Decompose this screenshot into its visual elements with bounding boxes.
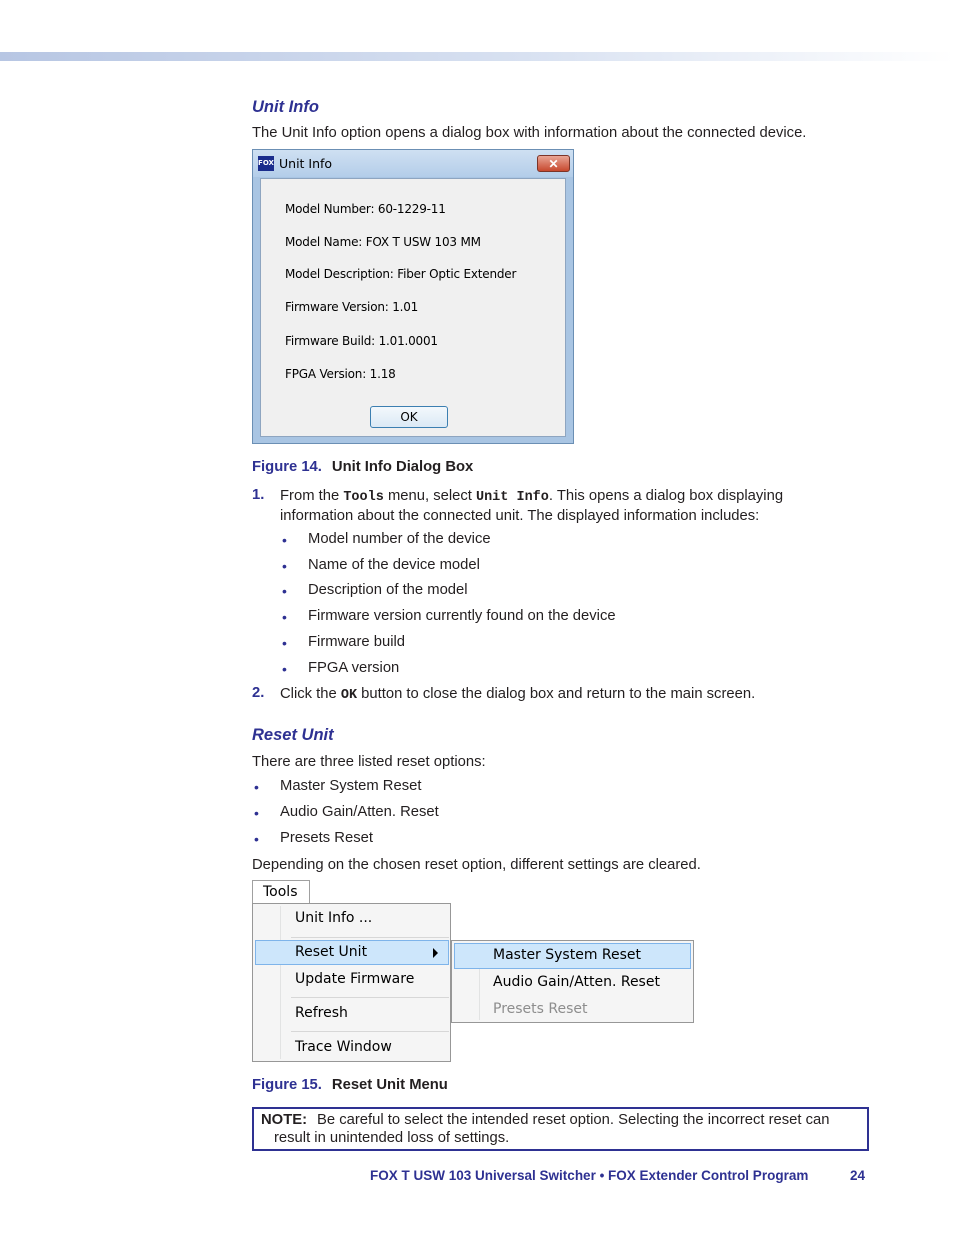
submenu-item-master-system-reset[interactable]: Master System Reset (493, 947, 642, 963)
note-text: Be careful to select the intended reset option. Selecting the incorrect reset can (317, 1112, 830, 1128)
step-number: 2. (252, 685, 265, 701)
submenu-item-audio-gain-reset[interactable]: Audio Gain/Atten. Reset (493, 974, 660, 990)
bullet-icon: • (282, 532, 287, 548)
section-heading-reset-unit: Reset Unit (252, 726, 334, 744)
model-description-row: Model Description: Fiber Optic Extender (285, 267, 517, 281)
firmware-build-row: Firmware Build: 1.01.0001 (285, 334, 438, 348)
submenu-arrow-icon (433, 948, 438, 958)
menu-item-reset-unit[interactable]: Reset Unit (295, 944, 368, 960)
close-icon[interactable]: ✕ (537, 155, 570, 172)
note-text: result in unintended loss of settings. (274, 1130, 510, 1146)
page-number: 24 (850, 1168, 866, 1183)
figure-number: Figure 14. (252, 459, 322, 475)
note-box (252, 1107, 869, 1151)
menu-separator (291, 997, 449, 998)
list-item: Firmware build (308, 634, 406, 650)
figure-number: Figure 15. (252, 1077, 322, 1093)
code-ok: OK (340, 688, 358, 703)
list-item: Audio Gain/Atten. Reset (280, 804, 439, 820)
reset-unit-after: Depending on the chosen reset option, different settings are cleared. (252, 857, 701, 873)
fox-app-icon: FOX (258, 156, 274, 171)
section-heading-unit-info: Unit Info (252, 98, 319, 116)
menu-item-refresh[interactable]: Refresh (295, 1005, 348, 1021)
bullet-icon: • (282, 661, 287, 677)
menu-gutter (280, 906, 281, 1059)
step-1-text (280, 487, 783, 525)
dialog-body (260, 178, 566, 437)
figure-15-caption (252, 1077, 448, 1093)
menu-separator (291, 1031, 449, 1032)
step-text: From the (280, 488, 344, 504)
figure-title: Unit Info Dialog Box (331, 459, 474, 475)
bullet-icon: • (254, 779, 259, 795)
tools-dropdown (252, 903, 451, 1062)
step-number: 1. (252, 487, 265, 503)
ok-button[interactable]: OK (370, 406, 448, 428)
code-tools: Tools (343, 490, 384, 505)
figure-14-caption (252, 459, 473, 475)
figure-title: Reset Unit Menu (331, 1077, 448, 1093)
tools-menu-tab[interactable]: Tools (252, 880, 310, 904)
tools-menu-screenshot (252, 880, 696, 1063)
bullet-icon: • (282, 583, 287, 599)
menu-item-update-firmware[interactable]: Update Firmware (295, 971, 415, 987)
header-rule (0, 52, 954, 61)
dialog-titlebar (253, 150, 573, 177)
menu-item-unit-info[interactable]: Unit Info ... (295, 910, 373, 926)
submenu-item-presets-reset: Presets Reset (493, 1001, 588, 1017)
menu-separator (291, 937, 449, 938)
step-text: menu, select (383, 488, 476, 504)
firmware-version-row: Firmware Version: 1.01 (285, 300, 419, 314)
list-item: Firmware version currently found on the device (308, 608, 616, 624)
unit-info-intro: The Unit Info option opens a dialog box with information about the connected device. (252, 125, 807, 141)
list-item: Model number of the device (308, 531, 491, 547)
fpga-version-row: FPGA Version: 1.18 (285, 367, 396, 381)
step-text: information about the connected unit. The displayed information includes: (280, 508, 760, 524)
model-name-row: Model Name: FOX T USW 103 MM (285, 235, 481, 249)
list-item: Master System Reset (280, 778, 422, 794)
step-text: . This opens a dialog box displaying (548, 488, 784, 504)
code-unit-info: Unit Info (475, 490, 549, 505)
unit-info-dialog-screenshot (252, 149, 574, 444)
list-item: Presets Reset (280, 830, 373, 846)
bullet-icon: • (282, 635, 287, 651)
list-item: Name of the device model (308, 557, 480, 573)
list-item: FPGA version (308, 660, 400, 676)
bullet-icon: • (254, 805, 259, 821)
reset-submenu (451, 940, 694, 1023)
menu-item-trace-window[interactable]: Trace Window (295, 1039, 392, 1055)
bullet-icon: • (282, 558, 287, 574)
step-text: button to close the dialog box and return to the main screen. (357, 686, 756, 702)
model-number-row: Model Number: 60-1229-11 (285, 202, 446, 216)
step-text: Click the (280, 686, 341, 702)
step-2-text (280, 685, 755, 705)
note-label: NOTE: (261, 1112, 308, 1128)
reset-unit-intro: There are three listed reset options: (252, 754, 486, 770)
bullet-icon: • (254, 831, 259, 847)
footer-title: FOX T USW 103 Universal Switcher • FOX Extender Control Program (370, 1168, 809, 1183)
dialog-title: Unit Info (279, 156, 333, 171)
list-item: Description of the model (308, 582, 468, 598)
bullet-icon: • (282, 609, 287, 625)
